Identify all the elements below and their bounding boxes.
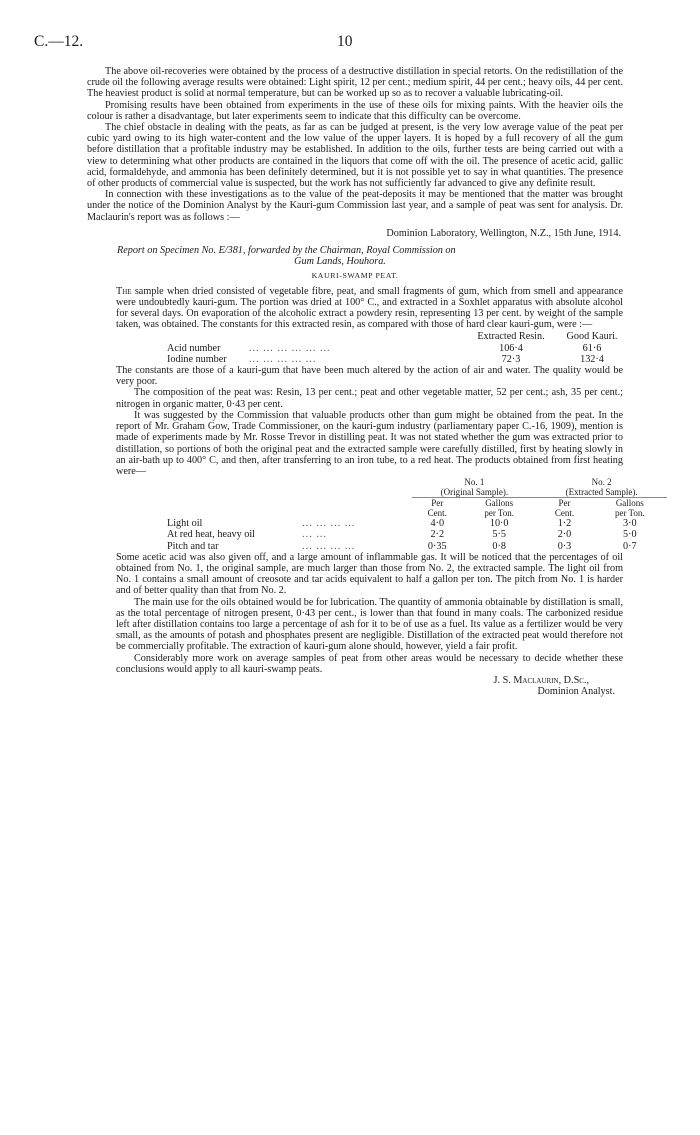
table-cell: 1·2	[557, 518, 572, 530]
paragraph: It was suggested by the Commission that valuable products other than gum might be obtained from the peat. In the report of Mr. Graham Gow, Trade Commissioner, on the kauri-gum industry (parliamentary paper C.-16, 1909), mention is made of experiments made by Mr. Rosse Trevor in distilling peat. It was not stated whether the gum was extracted prior to distillation, so portions of both the original peat and the extracted sample were carefully distilled, first by heating slowly in an air-bath up to 400° C, and then, after transferring to an iron tube, to a red heat. The products obtained from first heating were—	[116, 409, 623, 477]
column-header: Per	[558, 498, 571, 509]
column-header: Extracted Resin.	[477, 331, 545, 343]
lead-word: The	[116, 285, 132, 297]
table-header-row	[167, 508, 667, 518]
table-row	[167, 518, 667, 529]
signature-name: J. S. Maclaurin, D.Sc.,	[493, 674, 589, 686]
table-cell: 72·3	[501, 353, 521, 365]
page-number: 10	[337, 33, 353, 50]
group-header: No. 1	[464, 477, 485, 488]
table-cell: 132·4	[580, 353, 604, 365]
leader-dots: ... ... ... ... ... ...	[249, 342, 331, 354]
section-heading: KAURI-SWAMP PEAT.	[311, 271, 399, 281]
report-title-continued: Gum Lands, Houhora.	[294, 256, 386, 268]
column-header: Cent.	[427, 508, 447, 519]
paragraph: Some acetic acid was also given off, and a large amount of inflammable gas. It will be noticed that the percentages of oil obtained from No. 1, the original sample, are much larger than those from No. 2, the extracted sample. The light oil from No. 1 contains a small amount of creosote and tar acids equivalent to half a gallon per ton. The pitch from No. 1 is harder and of better quality than that from No. 2.	[116, 551, 623, 597]
document-body	[87, 66, 645, 698]
table-cell: 0·3	[557, 540, 572, 552]
table-cell: 0·35	[427, 540, 447, 552]
group-header: No. 2	[591, 477, 612, 488]
leader-dots: ... ...	[302, 529, 327, 541]
group-subheader: (Extracted Sample).	[536, 487, 667, 498]
report-body	[87, 285, 645, 698]
report-title: Report on Specimen No. E/381, forwarded by the Chairman, Royal Commission on	[117, 245, 456, 257]
paragraph: Considerably more work on average samples of peat from other areas would be necessary to decide whether these conclusions would apply to all kauri-swamp peats.	[116, 652, 623, 675]
paragraph: Promising results have been obtained from experiments in the use of these oils for mixing paints. With the heavier oils the colour is rather a disadvantage, but later experiments seem to indicate that this difficulty can be overcome.	[87, 99, 623, 122]
table-cell: 106·4	[499, 342, 523, 354]
group-subheader: (Original Sample).	[412, 487, 536, 498]
paragraph: The main use for the oils obtained would be for lubrication. The quantity of ammonia obtainable by distillation is small, as the total percentage of nitrogen present, 0·43 per cent., is lower than that found in many coals. The carbonized residue left after distillation contains too large a percentage of ash for it to be of use as a fuel. Its value as a fertilizer would be very small, as the amounts of potash and phosphates present are negligible. Distillation of the extracted peat would therefore not be commercially profitable. The extraction of kauri-gum alone should, however, yield a fair profit.	[116, 596, 623, 653]
dateline: Dominion Laboratory, Wellington, N.Z., 15th June, 1914.	[386, 227, 621, 239]
table-cell: 5·0	[623, 529, 637, 541]
signature-title: Dominion Analyst.	[537, 686, 615, 698]
distillation-table	[167, 477, 667, 552]
row-label: Light oil	[167, 518, 203, 530]
table-row	[167, 541, 667, 552]
paragraph	[116, 286, 623, 331]
column-header: Per	[431, 498, 444, 509]
paragraph-text: sample when dried consisted of vegetable fibre, peat, and small fragments of gum, which from smell and appearance were undoubtedly kauri-gum. The portion was dried at 100° C., and extracted in a Soxhlet apparatus with absolute alcohol for several days. On evaporation of the alcoholic extract a powdery resin, representing 13 per cent. by weight of the sample taken, was obtained. The constants for this extracted resin, as compared with those of hard clear kauri-gum, were :—	[116, 285, 623, 331]
table-cell: 2·0	[557, 529, 572, 541]
paragraph: The above oil-recoveries were obtained by the process of a destructive distillation in special retorts. On the redistillation of the crude oil the following average results were obtained: Light spirit, 12 per cent.; medium spirit, 44 per cent.; heavy oils, 44 per cent. The heaviest product is solid at normal temperature, but can be worked up so as to recover a valuable lubricating-oil.	[87, 66, 623, 100]
table-cell: 4·0	[430, 518, 445, 530]
paragraph: In connection with these investigations as to the value of the peat-deposits it may be mentioned that the matter was brought under the notice of the Dominion Analyst by the Kauri-gum Commission last year, and a sample of peat was sent for analysis. Dr. Maclaurin's report was as follows :—	[87, 189, 623, 223]
leader-dots: ... ... ... ... ...	[249, 353, 317, 365]
document-reference: C.—12.	[34, 33, 84, 50]
table-header-row	[167, 331, 627, 342]
table-row	[167, 529, 667, 540]
column-header: per Ton.	[614, 508, 645, 519]
leader-dots: ... ... ... ...	[302, 540, 356, 552]
table-cell: 10·0	[489, 518, 509, 530]
row-label: Acid number	[167, 342, 221, 354]
paragraph: The constants are those of a kauri-gum that have been much altered by the action of air and water. The quality would be very poor.	[116, 365, 623, 388]
table-cell: 3·0	[623, 518, 637, 530]
leader-dots: ... ... ... ...	[302, 518, 356, 530]
paragraph: The chief obstacle in dealing with the peats, as far as can be judged at present, is the very low average value of the peat per cubic yard owing to its high water-content and the low value of the upper layers. It is hoped by a full recovery of all the gum before distillation that a profitable industry may be established. In addition to the oils, further tests are being carried out with a view to determining what other products are contained in the liquors that come off with the oil. The presence of acetic acid, gallic acid, formaldehyde, and ammonia has been definitely determined, but it is not possible yet to say in what quantities. The presence of other products of commercial value is suspected, but the work has not sufficiently far advanced to give any definite result.	[87, 122, 623, 190]
paragraph: The composition of the peat was: Resin, 13 per cent.; peat and other vegetable matter, 52 per cent.; ash, 35 per cent.; nitrogen in organic matter, 0·43 per cent.	[116, 387, 623, 410]
constants-table	[167, 331, 627, 365]
table-cell: 61·6	[582, 342, 602, 354]
table-cell: 5·5	[492, 529, 506, 541]
table-cell: 2·2	[430, 529, 445, 541]
column-header: per Ton.	[484, 508, 515, 519]
table-group-row	[167, 487, 667, 498]
column-header: Cent.	[554, 508, 575, 519]
table-header-row	[167, 498, 667, 509]
row-label: Iodine number	[167, 353, 227, 365]
table-row	[167, 343, 627, 354]
column-header: Gallons	[615, 498, 644, 509]
table-row	[167, 354, 627, 365]
table-cell: 0·8	[492, 540, 506, 552]
row-label: At red heat, heavy oil	[167, 529, 255, 541]
column-header: Good Kauri.	[566, 331, 618, 343]
table-group-row	[167, 477, 667, 487]
column-header: Gallons	[485, 498, 514, 509]
table-cell: 0·7	[623, 540, 637, 552]
row-label: Pitch and tar	[167, 540, 219, 552]
